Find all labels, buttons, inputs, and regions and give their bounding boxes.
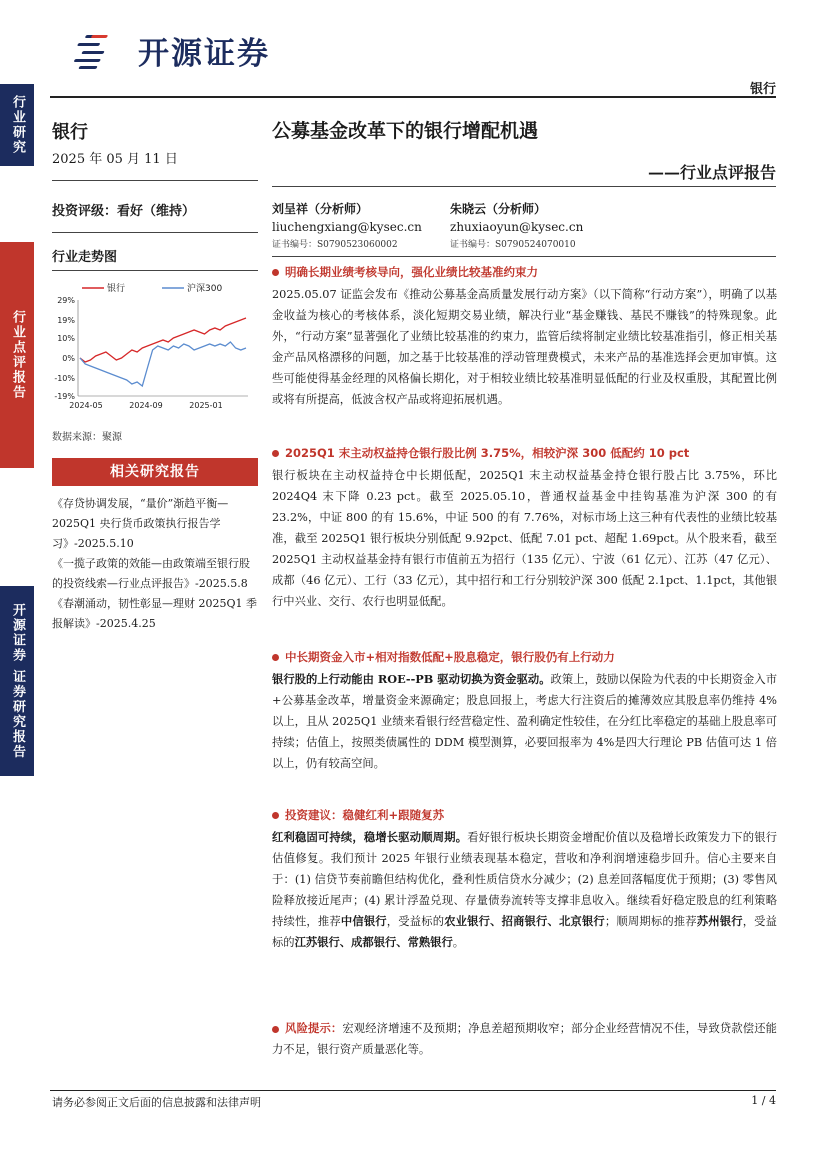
- report-date: 2025 年 05 月 11 日: [52, 152, 178, 167]
- section-heading: [272, 805, 777, 825]
- stock-pick-name: 中信银行: [340, 914, 387, 928]
- industry-trend-chart: [52, 276, 258, 420]
- series-line: [80, 342, 246, 386]
- risk-text: [272, 1018, 777, 1060]
- section-body: 2025.05.07 证监会发布《推动公募基金高质量发展行动方案》（以下简称“行动方案”），明确了以基金收益为核心的考核体系，淡化短期交易业绩，解决行业“基金赚钱、基民不赚钱”的特殊现象。此外，“行动方案”显著强化了业绩比较基准的约束力，监管后续将制定业绩比较基准指引，修正相关基金产品风格漂移的问题，加之基于比较基准的浮动管理费模式，未来产品的基准选择会更加审慎。这些可能使得基金经理的风格偏长期化，对于相较业绩比较基准明显低配的行业及权重股，其配置比例或将有所提高，低波含权产品或将迎拓展机遇。: [272, 288, 777, 406]
- related-report-item[interactable]: 《春潮涌动，韧性彰显—理财 2025Q1 季报解读》-2025.4.25: [52, 597, 258, 630]
- stock-pick-text: ；顺周期标的推荐: [604, 915, 697, 928]
- left-divider: [52, 232, 258, 233]
- stock-pick-text: ，受益标的: [272, 915, 777, 949]
- section-1: [272, 262, 777, 410]
- analyst-divider: [272, 256, 776, 257]
- analyst-name: 刘呈祥（分析师）: [272, 202, 369, 216]
- side-tab-brand-label: 开源证券 证券研究报告: [10, 602, 25, 760]
- section-lead: 红利稳固可持续，稳增长驱动顺周期。: [272, 830, 468, 844]
- side-tab-research: [0, 84, 34, 166]
- section-heading-text: 投资建议：稳健红利+跟随复苏: [285, 808, 445, 822]
- section-heading-text: 中长期资金入市+相对指数低配+股息稳定，银行股仍有上行动力: [285, 650, 615, 664]
- section-3: [272, 647, 777, 774]
- section-4: [272, 805, 777, 953]
- stock-pick-name: 苏州银行: [696, 914, 743, 928]
- section-lead: 银行股的上行动能由 ROE--PB 驱动切换为资金驱动。: [272, 672, 551, 686]
- section-body: 银行板块在主动权益持仓中长期低配，2025Q1 末主动权益基金持仓银行股占比 3.75%，环比 2024Q4 末下降 0.23 pct。截至 2025.05.10，普通权益基金中挂钩基准为沪深 300 的有 23.2%，中证 800 的有 15.6%，中证 500 的有 7.76%，对标市场上这三种有代表性的业绩比较基准，截至 2025Q1 银行板块分别低配 9.92pct、低配 7.01 pct、超配 1.69pct。从个股来看，截至 2025Q1 主动权益基金持有银行市值前五为招行（135 亿元）、宁波（61 亿元）、江苏（47 亿元）、成都（46 亿元）、工行（33 亿元），其中招行和工行分别较沪深 300 低配 2.1pct、1.1pct，其他银行中兴业、交行、农行也明显低配。: [272, 469, 777, 608]
- brand-name: 开源证券: [138, 36, 270, 72]
- analyst-cert: 证书编号：S0790523060002: [272, 240, 398, 250]
- chart-source: 数据来源：聚源: [52, 432, 122, 443]
- stock-picks: [272, 915, 777, 949]
- footer-notice: 请务必参阅正文后面的信息披露和法律声明: [52, 1096, 261, 1109]
- related-report-item[interactable]: 《存贷协调发展，“量价”渐趋平衡—2025Q1 央行货币政策执行报告学习》-2025.5.10: [52, 497, 229, 550]
- report-title: 公募基金改革下的银行增配机遇: [272, 120, 539, 142]
- sector-label: 银行: [52, 122, 88, 143]
- series-line: [80, 318, 246, 362]
- risk-body: 宏观经济增速不及预期；净息差超预期收窄；部分企业经营情况不佳，导致贷款偿还能力不足，银行资产质量恶化等。: [272, 1022, 777, 1056]
- stock-pick-name: 江苏银行、成都银行、常熟银行: [294, 935, 453, 949]
- y-tick-label: -10%: [54, 374, 75, 383]
- section-body: [272, 669, 777, 774]
- section-body-text: 看好银行板块长期资金增配价值以及稳增长政策发力下的银行估值修复。我们预计 2025 年银行业绩表现基本稳定，营收和净利润增速稳步回升。信心主要来自于：(1) 信贷节奏前瞻但结构优化，叠利性质信贷水分减少；(2) 息差回落幅度优于预期；(3) 零售风险释放接近尾声；(4) 累计浮盈兑现、存量债券流转等支撑非息收入。继续看好稳定股息的红利策略持续性，推荐: [272, 831, 777, 928]
- investment-rating: 投资评级：看好（维持）: [52, 204, 196, 219]
- x-tick-label: 2024-05: [69, 401, 103, 410]
- side-tab-brand: [0, 586, 34, 776]
- stock-pick-text: ，受益标的: [386, 915, 445, 928]
- analyst-cert: 证书编号：S0790524070010: [450, 240, 576, 250]
- section-body: [272, 827, 777, 953]
- bullet-icon: [272, 654, 279, 661]
- y-tick-label: 29%: [57, 296, 75, 305]
- related-reports-list: [52, 494, 258, 634]
- analyst-email[interactable]: zhuxiaoyun@kysec.cn: [450, 220, 584, 234]
- section-heading: [272, 443, 777, 463]
- stock-pick-name: 农业银行、招商银行、北京银行: [444, 914, 605, 928]
- industry-tag: 银行: [749, 82, 776, 97]
- x-tick-label: 2024-09: [129, 401, 163, 410]
- legend-label: 沪深300: [187, 284, 223, 294]
- left-divider: [52, 180, 258, 181]
- side-tab-report-type-label: 行业点评报告: [10, 310, 25, 400]
- bullet-icon: [272, 269, 279, 276]
- logo-mark-icon: [74, 31, 130, 71]
- stock-pick-text: 。: [452, 936, 465, 949]
- header-divider: [50, 96, 776, 98]
- bullet-icon: [272, 450, 279, 457]
- risk-label: 风险提示：: [285, 1022, 343, 1035]
- analyst-name: 朱晓云（分析师）: [450, 202, 547, 216]
- analyst-card: [272, 200, 422, 254]
- related-reports-title: 相关研究报告: [52, 458, 258, 486]
- left-divider: [52, 270, 258, 271]
- legend-label: 银行: [107, 284, 126, 294]
- section-heading-text: 明确长期业绩考核导向，强化业绩比较基准约束力: [285, 265, 538, 279]
- report-subtitle: ——行业点评报告: [647, 163, 776, 182]
- y-tick-label: 10%: [57, 334, 75, 343]
- bullet-icon: [272, 1026, 279, 1033]
- related-report-item[interactable]: 《一揽子政策的效能—由政策端至银行股的投资线索—行业点评报告》-2025.5.8: [52, 557, 250, 590]
- page-number: 1 / 4: [751, 1094, 776, 1107]
- risk-section: [272, 1016, 777, 1060]
- section-body-text: 政策上，鼓励以保险为代表的中长期资金入市+公募基金改革，增量资金来源确定；股息回报上，考虑大行注资后的摊薄效应其股息率仍维持 4%以上，且从 2025Q1 业绩来看银行经营稳定性、盈利确定性较佳，在分红比率稳定的基础上股息率可持续；估值上，按照类债属性的 DDM 模型测算，必要回报率为 4%是四大行理论 PB 估值可达 1 倍以上，仍有较高空间。: [272, 673, 777, 770]
- section-heading: [272, 647, 777, 667]
- x-tick-label: 2025-01: [189, 401, 223, 410]
- bullet-icon: [272, 812, 279, 819]
- side-tab-research-label: 行业研究: [10, 95, 25, 155]
- side-tab-report-type: [0, 242, 34, 468]
- y-tick-label: -19%: [54, 392, 75, 401]
- section-heading-text: 2025Q1 末主动权益持仓银行股比例 3.75%，相较沪深 300 低配约 10 pct: [285, 446, 690, 460]
- section-2: [272, 443, 777, 612]
- title-divider: [272, 186, 776, 187]
- analyst-email[interactable]: liuchengxiang@kysec.cn: [272, 220, 422, 234]
- y-tick-label: 0%: [62, 354, 75, 363]
- y-tick-label: 19%: [57, 316, 75, 325]
- footer-divider: [50, 1090, 776, 1091]
- section-heading: [272, 262, 777, 282]
- trend-chart-title: 行业走势图: [52, 250, 118, 265]
- brand-logo: [74, 28, 270, 73]
- analyst-card: [450, 200, 583, 254]
